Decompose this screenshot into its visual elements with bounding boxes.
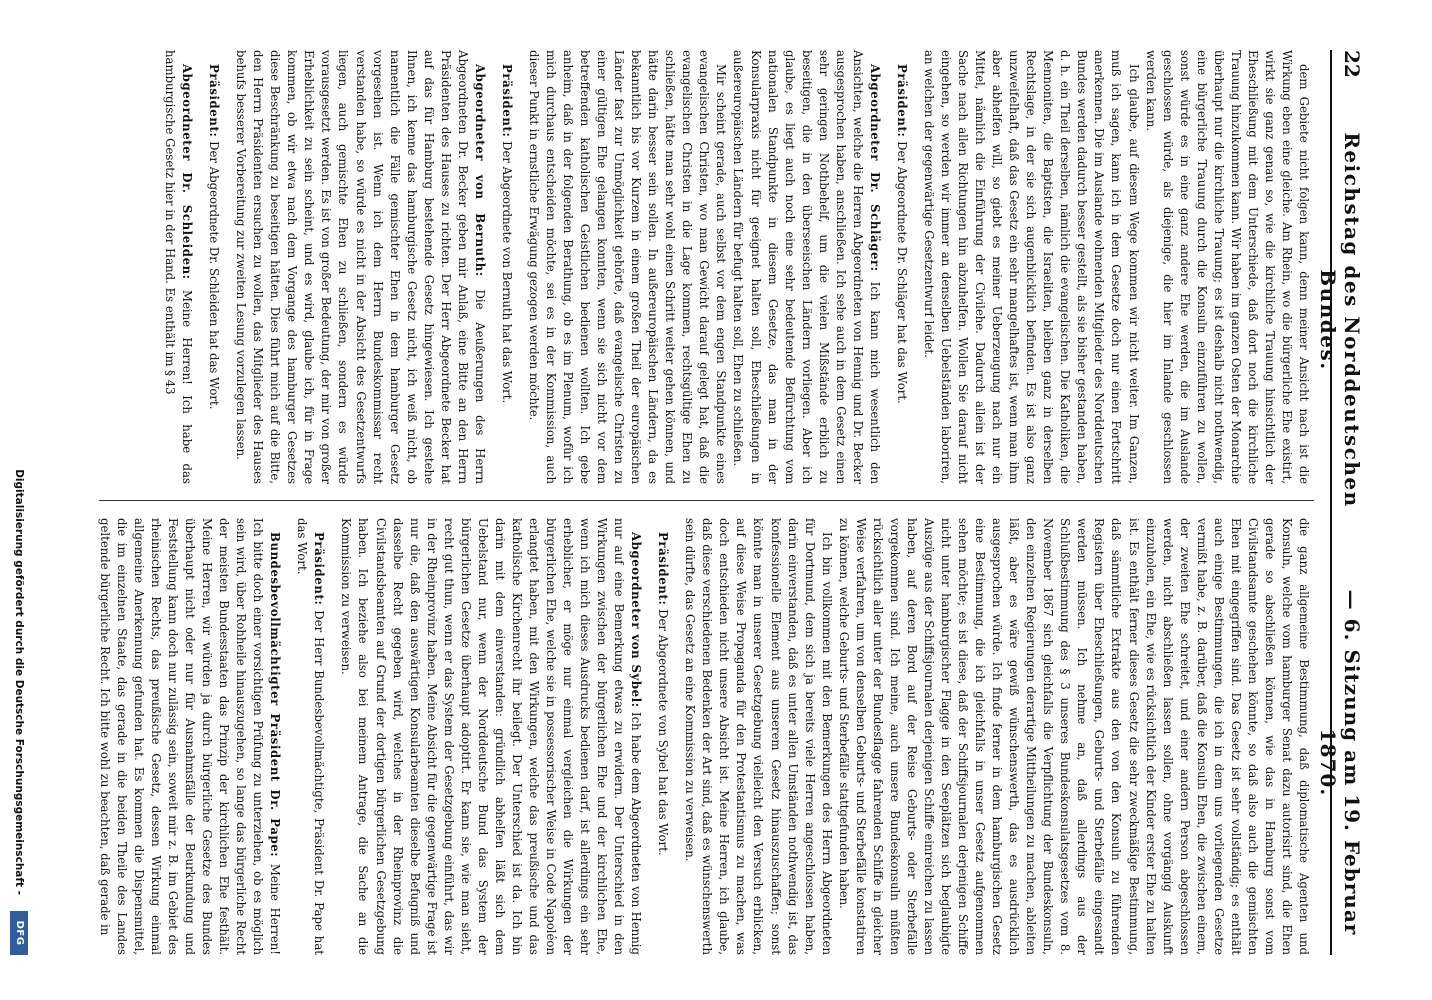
left-speech-paragraph (729, 50, 882, 484)
speaker-label: Bundesbevollmächtigter Präsident Dr. Pape: (268, 532, 283, 858)
speech-text: Der Abgeordnete Dr. Schleiden hat das Wort. (207, 141, 222, 410)
left-speech-paragraph (893, 50, 910, 484)
speech-text: Meine Herren! Ich bitte doch einer vorsichtigen Prüfung zu unterziehen, ob es möglich sein wird, über Rohheile hinauszugehen, so lange das bürgerliche Recht der meisten Bundesstaaten das Prinzip der kirchlichen Ehe festhält. Meine Herren, wir würden ja durch bürgerliche Gesetze des Bundes überhaupt nicht oder nur für Ausnahmsfälle der Beurkundung und Feststellung kann doch nur zulässig sein, soweit mir z. B. im Gebiet des rheinischen Rechts, das preußische Gesetz, dessen Wirkung einmal allgemeine Anerkennung gefunden hat. Es kommen die Dispensmittel, die im einzelnen Staate, das gerade in die beiden Theile des Landes geltende bürgerliche Recht. Ich bitte wohl zu beachten, daß gerade in (97, 518, 283, 955)
column-divider (99, 500, 1314, 501)
right-speech-paragraph (337, 518, 644, 955)
speech-text: Der Abgeordnete von Bernuth hat das Wort. (499, 141, 514, 404)
right-paragraph: Ich bin vollkommen mit den Bemerkungen des Herrn Abgeordneten für Dortmund, dem sich ja bereits viele Herren angeschlossen haben, darin einverstanden, daß es unter allen Umständen nothwendig ist, das konfessionelle Element aus unserem Gesetz hinauszuschaffen; sonst könnte man in unserer Gesetzgebung vielleicht den Versuch erblicken, auf diese Weise Propaganda für den Protestantismus zu machen, was doch entschieden nicht unsere Absicht ist. Meine Herren, ich glaube, daß diese verschiedenen Bedenken der Art sind, daß es wünschenswerth sein dürfte, das Gesetz an eine Kommission zu verweisen. (683, 518, 834, 955)
header-title-right: — 6. Sitzung am 19. Februar 1870. (1316, 589, 1364, 936)
speaker-label: Abgeordneter von Bernuth: (472, 64, 487, 277)
text-column-left (102, 50, 1312, 484)
left-paragraph: dem Gebiete nicht folgen kann, denn meiner Ansicht nach ist die Wirkung eben eine gleiche. Am Rhein, wo die bürgerliche Ehe existirt, wirkt sie ganz genau so, wie die kirchliche Trauung hinsichtlich der Eheschließung mit dem Unterschiede, daß dort noch die kirchliche Trauung hinzukommen kann. Wir haben im ganzen Osten der Monarchie überhaupt nur die kirchliche Trauung; es ist deshalb nicht nothwendig, eine bürgerliche Trauung durch die Konsuln einzuführen zu wollen, sonst würde es in eine ganz andere Ehe werden, die im Auslande geschlossen würde, als diejenige, die hier im Inlande geschlossen werden kann. (1143, 50, 1311, 484)
left-paragraph: Mir scheint gerade, auch selbst vor dem engen Standpunkte eines evangelischen Christen, wo man Gewicht darauf gelegt hat, daß die evangelischen Christen in die Lage kommen, rechtsgültige Ehen zu schließen, hätte man sehr wohl einen Schritt weiter gehen können, und hätte darin besser sein sollen. In außereuropäischen Ländern, da es bekanntlich bis vor Kurzem in einem großen Theil der europäischen Länder fast zur Unmöglichkeit gehörte, daß evangelische Christen zu einer gültigen Ehe gelangen konnten, wenn sie sich nicht vor dem betreffenden katholischen Geistlichen bedienen wollten. Ich gebe anheim, daß in der folgenden Berathung, ob es im Plenum, wofür ich mich durchaus entscheiden möchte, sei es in der Kommission, auch dieser Punkt in ernstliche Erwägung gezogen werden möchte. (526, 50, 729, 484)
header-title-left: Reichstag des Norddeutschen Bundes. (1316, 132, 1364, 508)
speech-text: Ich habe dem Abgeordneten von Hennig nur auf eine Bemerkung etwas zu erwidern. Der Unterschied in den Wirkungen zwischen der bürgerlichen Ehe und der kirchlichen Ehe, wenn ich mich dieses Ausdrucks bedienen darf, ist allerdings ein sehr erheblicher, er möge nur einmal vergleichen die Wirkungen der bürgerlichen Ehe, welche sie in possessorischer Weise in Code Napoléon erlangtet haben, mit den Wirkungen, welche das preußische und das katholische Kirchenrecht ihr beilegt. Der Unterschied ist da. Ich bin darin mit dem einverstanden: gründlich abhelfen läßt sich dem Uebelstand nur, wenn der Norddeutsche Bund das System der bürgerlichen Gesetze überhaupt adoptirt. Er kann sie, wie man sieht, recht gut thun, wenn er das System der Gesetzgebung einführt, das wir in der Rheinprovinz haben. Meine Absicht für die gegenwärtige Frage ist nur die, daß den auswärtigen Konsularbeamten dieselbe Befugniß und dasselbe Recht gegeben wird, welches in der Rheinprovinz die Civilstandsbeamten auf Grund der dortigen bürgerlichen Gesetzgebung haben. Ich beziehe also bei meinem Antrage, die Sache an die Kommission zu verweisen. (339, 518, 644, 956)
speaker-label: Abgeordneter Dr. Schläger: (867, 64, 882, 272)
left-speech-paragraph (161, 50, 195, 484)
speaker-label: Präsident: (312, 532, 327, 606)
left-paragraph: Ich glaube, auf diesem Wege kommen wir nicht weiter. Im Ganzen, muß ich sagen, kann ich in dem Gesetze doch nur einen Fortschritt anerkennen. Die im Auslande wohnenden Mitglieder des Norddeutschen Bundes werden dadurch besser gestellt, als sie bisher gestanden haben, d. h. ein Theil derselben, nämlich die evangelischen. Die Katholiken, die Mennoniten, die Baptisten, die Israeliten, bleiben ganz in derselben Rechtslage, in der sie sich augenblicklich befinden. Es ist also ganz unzweifelhaft, daß das Gesetz ein sehr mangelhaftes ist, wenn man ihm aber abhelfen will, so giebt es meiner Ueberzeugung nach nur ein Mittel, nämlich die Einführung der Civilehe. Dadurch allein ist der Sache nach allen Richtungen hin abzuhelfen. Wollen Sie darauf nicht eingehen, so werden wir immer an denselben Uebelständen laboriren, an welchen der gegenwärtige Gesetzentwurf leidet. (921, 50, 1141, 484)
speech-text: Die Aeußerungen des Herrn Abgeordneten Dr. Becker geben mir Anlaß, eine Bitte an den Herrn Präsidenten des Hauses zu richten. Der Herr Abgeordnete Becker hat auf das für Hamburg bestehende Gesetz hingewiesen. Ich gestehe Ihnen, ich kenne das hamburgische Gesetz nicht, ich weiß nicht, ob namentlich die Fälle gemischter Ehen in dem hamburger Gesetz vorgesehen ist. Wenn ich dem Herrn Bundeskommissar recht verstanden habe, so würde es nicht in der Absicht des Gesetzentwurfs liegen, auch gemischte Ehen zu schließen, sondern es würde vorausgesetzt werden. Es ist von großer Bedeutung, der mir von großer Erheblichkeit zu sein scheint, und es wird, glaube ich, für in Frage kommen, ob wir etwa nach dem Vorgange des hamburger Gesetzes diese Beschränkung zu beseitigen hätten. Dies führt mich auf die Bitte, den Herrn Präsidenten ersuchen zu wollen, das Mitglieder des Hauses behufs besserer Vorbereitung zur zweiten Lesung vorzulegen lassen. (234, 50, 487, 484)
digitization-credit: Digitalisierung gefördert durch die Deutsche Forschungsgemeinschaft - (13, 469, 25, 895)
speaker-label: Präsident: (656, 532, 671, 606)
page-header (1316, 50, 1378, 955)
speech-text: Der Abgeordnete von Sybel hat das Wort. (656, 609, 671, 856)
speech-text: Meine Herren! Ich habe das hamburgische Gesetz hier in der Hand. Es enthält im § 43 (163, 50, 195, 484)
right-paragraph: die ganz allgemeine Bestimmung, daß diplomatische Agenten und Konsuln, welche vom hamburger Senat dazu autorisirt sind, die Ehen gerade so abschließen können, wie das in Hamburg sonst vom Civilstandsamte geschehen könnte, so daß also auch die gemischten Ehen mit eingegriffen sind. Das Gesetz ist sehr vollständig; es enthält auch einige Bestimmungen, die ich in dem uns vorliegenden Gesetze vermißt habe, z. B. darüber, daß die Konsuln Ehen, die zwischen einem, der zweiten Ehe schreitet, und einer andern Person abgeschlossen werden, nicht abschließen lassen sollen, ohne vorgängig Auskunft einzuholen, ein Ehe, wie es rücksichtlich der Kinder erster Ehe zu halten ist. Es enthält ferner dieses Gesetz die sehr zweckmäßige Bestimmung, daß sämmtliche Extrakte aus den von den Konsuln zu führenden Registern über Eheschließungen, Geburts- und Sterbefälle eingesandt werden müssen. Ich nehme an, daß allerdings aus der Schlußbestimmung des § 3 unseres Bundeskonsulatsgesetzes vom 8. November 1867 sich gleichfalls die Verpflichtung der Bundeskonsuln, den einzelnen Regierungen derartige Mittheilungen zu machen, ableiten läßt, aber es wäre gewiß wünschenswerth, das es ausdrücklich ausgesprochen würde. Ich finde ferner in dem hamburgischen Gesetz eine Bestimmung, die ich gleichfalls in unser Gesetz aufgenommen sehen möchte; es ist diese, daß der Schiffsjournalen derjenigen Schiffe nicht unter hamburgischer Flagge in den Seeplätzen sich beglaubigte Auszüge aus der Schiffsjournalen derjenigen Schiffe einreichen zu lassen haben, auf deren Bord auf der Reise Geburts- oder Sterbefälle vorgekommen sind. Ich meine, auch unsere Bundeskonsuln müßten rücksichtlich aller unter der Bundesflagge fahrenden Schiffe in gleicher Weise verfahren, um von denselben Geburts- und Sterbefälle konstatiren zu können, welche Geburts- und Sterbefälle stattgefunden haben. (836, 518, 1311, 955)
right-speech-paragraph (654, 518, 671, 955)
right-speech-paragraph (96, 518, 284, 955)
page-number: 22 (1340, 50, 1364, 78)
left-speech-paragraph (232, 50, 488, 484)
speech-text: Der Abgeordnete Dr. Schläger hat das Wort. (894, 141, 909, 404)
speaker-label: Abgeordneter von Sybel: (629, 532, 644, 708)
page-footer (8, 50, 28, 955)
speaker-label: Präsident: (894, 64, 909, 138)
speaker-label: Präsident: (207, 64, 222, 138)
text-column-right (97, 518, 1312, 956)
dfg-logo: DFG (10, 911, 28, 955)
left-speech-paragraph (498, 50, 515, 484)
left-speech-paragraph (205, 50, 222, 484)
speaker-label: Abgeordneter Dr. Schleiden: (180, 64, 195, 280)
speaker-label: Präsident: (499, 64, 514, 138)
right-speech-paragraph (293, 518, 327, 955)
speech-text: Der Herr Bundesbevollmächtigte, Präsident Dr. Pape hat das Wort. (295, 518, 327, 955)
speech-text: Ich kann mich wesentlich den Ansichten, welche die Herren Abgeordneten von Hennig und Dr. Becker ausgesprochen haben, anschließen. Ich sehe auch in dem Gesetz einen sehr geringen Nothbehelf, um die vielen Mißstände erblich zu beseitigen, die in den überseeischen Ländern vorliegen. Aber ich glaube, es liegt auch noch eine sehr bedeutende Befürchtung vom nationalen Standpunkte in diesem Gesetze, das man in der Konsularpraxis nicht für geeignet halten soll, Eheschließungen in außereuropäischen Ländern für befugt halten soll, Ehen zu schließen. (731, 50, 882, 485)
header-rule (1330, 50, 1332, 955)
